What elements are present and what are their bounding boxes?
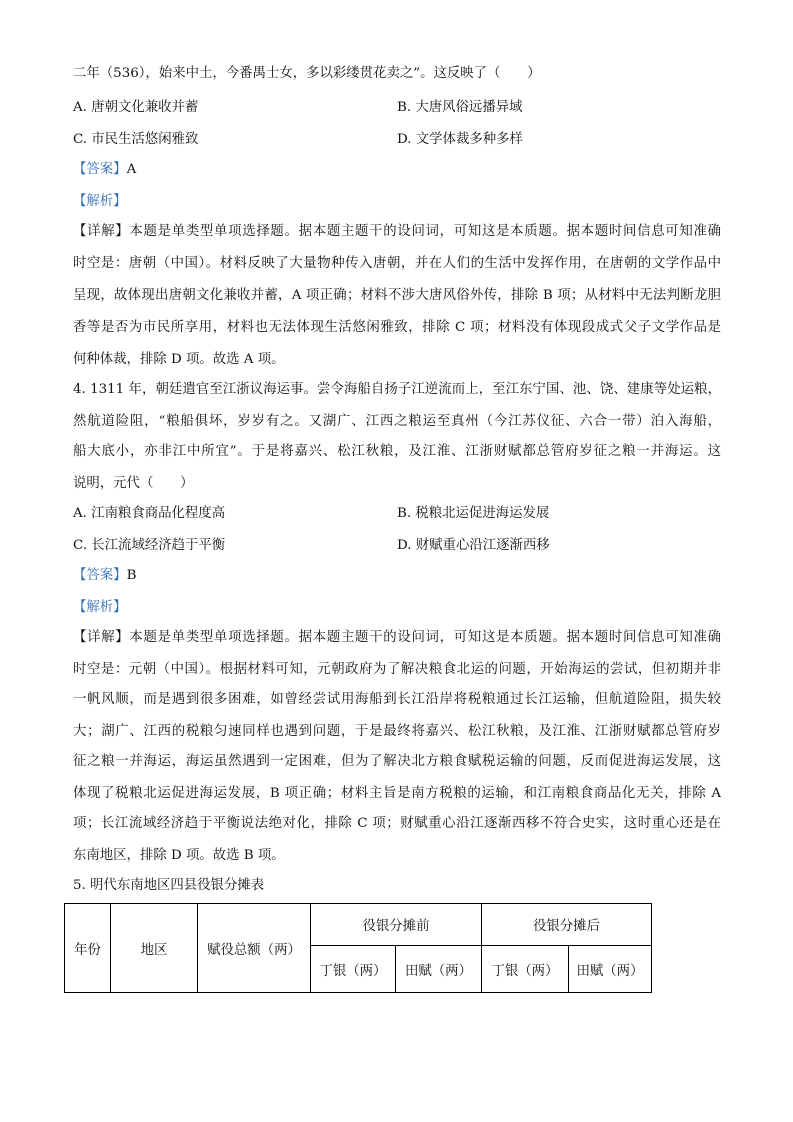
q4-detail-line: 东南地区，排除 D 项。故选 B 项。 <box>73 848 285 863</box>
table-subheader-ding-before: 丁银（两） <box>311 946 396 993</box>
table-header-after: 役银分摊后 <box>482 904 652 946</box>
q4-option-c: C. 长江流域经济趋于平衡 <box>73 538 226 553</box>
q3-option-d: D. 文学体裁多种多样 <box>397 132 523 147</box>
q4-detail-line: 体现了税粮北运促进海运发展，B 项正确；材料主旨是南方税粮的运输，和江南粮食商品化无关，排除 A <box>73 786 721 801</box>
q4-answer-line <box>73 566 721 585</box>
q3-detail-line: 香等是否为市民所享用，材料也无法体现生活悠闲雅致，排除 C 项；材料没有体现段成式父子文学作品是 <box>73 320 721 335</box>
q4-detail-line: 【详解】本题是单类型单项选择题。据本题主题干的设问词，可知这是本质题。据本题时间信息可知准确 <box>73 630 721 645</box>
q3-answer-value: A <box>126 162 137 177</box>
q3-answer-tag: 【答案】 <box>73 162 127 177</box>
q5-stem: 5. 明代东南地区四县役银分摊表 <box>73 878 265 893</box>
q4-detail-line: 征之粮一并海运，海运虽然遇到一定困难，但为了解决北方粮食赋税运输的问题，反而促进海运发展，这 <box>73 754 721 769</box>
q4-detail-line: 一帆风顺，而是遇到很多困难，如曾经尝试用海船到长江沿岸将税粮通过长江运输，但航道险阻，损失较 <box>73 692 721 707</box>
q4-detail-line: 时空是：元朝（中国）。根据材料可知，元朝政府为了解决粮食北运的问题，开始海运的尝试，但初期并非 <box>73 662 721 677</box>
q3-detail-line: 何种体裁，排除 D 项。故选 A 项。 <box>73 352 285 367</box>
q3-answer-line <box>73 160 721 179</box>
table-header-year: 年份 <box>65 904 111 993</box>
q4-answer-value: B <box>126 568 137 583</box>
q3-detail-line: 时空是：唐朝（中国）。材料反映了大量物种传入唐朝，并在人们的生活中发挥作用，在唐朝的文学作品中 <box>73 256 721 271</box>
q3-option-b: B. 大唐风俗远播异域 <box>397 100 523 115</box>
q4-answer-tag: 【答案】 <box>73 568 127 583</box>
q5-table <box>64 903 652 993</box>
q4-stem-line: 然航道险阻，“粮船俱坏，岁岁有之。又湖广、江西之粮运至真州（今江苏仪征、六合一带）泊入海船， <box>73 414 721 429</box>
q3-detail-line: 呈现，故体现出唐朝文化兼收并蓄，A 项正确；材料不涉大唐风俗外传，排除 B 项；从材料中无法判断龙胆 <box>73 288 721 303</box>
q4-option-a: A. 江南粮食商品化程度高 <box>73 506 226 521</box>
table-header-total: 赋役总额（两） <box>198 904 311 993</box>
q3-option-a: A. 唐朝文化兼收并蓄 <box>73 100 199 115</box>
q4-option-b: B. 税粮北运促进海运发展 <box>397 506 550 521</box>
table-header-before: 役银分摊前 <box>311 904 482 946</box>
q3-option-c: C. 市民生活悠闲雅致 <box>73 132 199 147</box>
q3-stem-tail: 二年（536），始来中土，今番禺士女，多以彩缕贯花卖之”。这反映了（ ） <box>73 66 541 81</box>
table-subheader-tian-before: 田赋（两） <box>396 946 482 993</box>
table-subheader-tian-after: 田赋（两） <box>569 946 652 993</box>
q4-stem-line: 4. 1311 年，朝廷遣官至江浙议海运事。尝令海船自扬子江逆流而上，至江东宁国、池、饶、建康等处运粮， <box>73 382 721 397</box>
q4-option-d: D. 财赋重心沿江逐渐西移 <box>397 538 550 553</box>
q4-detail-line: 项；长江流域经济趋于平衡说法绝对化，排除 C 项；财赋重心沿江逐渐西移不符合史实，这时重心还是在 <box>73 816 721 831</box>
table-subheader-ding-after: 丁银（两） <box>482 946 569 993</box>
q4-stem-line: 船大底小，亦非江中所宜”。于是将嘉兴、松江秋粮，及江淮、江浙财赋都总管府岁征之粮一并海运。这 <box>73 444 721 459</box>
q3-analysis-tag: 【解析】 <box>73 194 127 209</box>
table-header-region: 地区 <box>111 904 198 993</box>
q4-stem-line: 说明，元代（ ） <box>73 476 194 491</box>
q3-detail-line: 【详解】本题是单类型单项选择题。据本题主题干的设问词，可知这是本质题。据本题时间信息可知准确 <box>73 224 721 239</box>
q4-detail-line: 大；湖广、江西的税粮匀速同样也遇到问题，于是最终将嘉兴、松江秋粮，及江淮、江浙财赋都总管府岁 <box>73 724 721 739</box>
q4-analysis-tag: 【解析】 <box>73 600 127 615</box>
